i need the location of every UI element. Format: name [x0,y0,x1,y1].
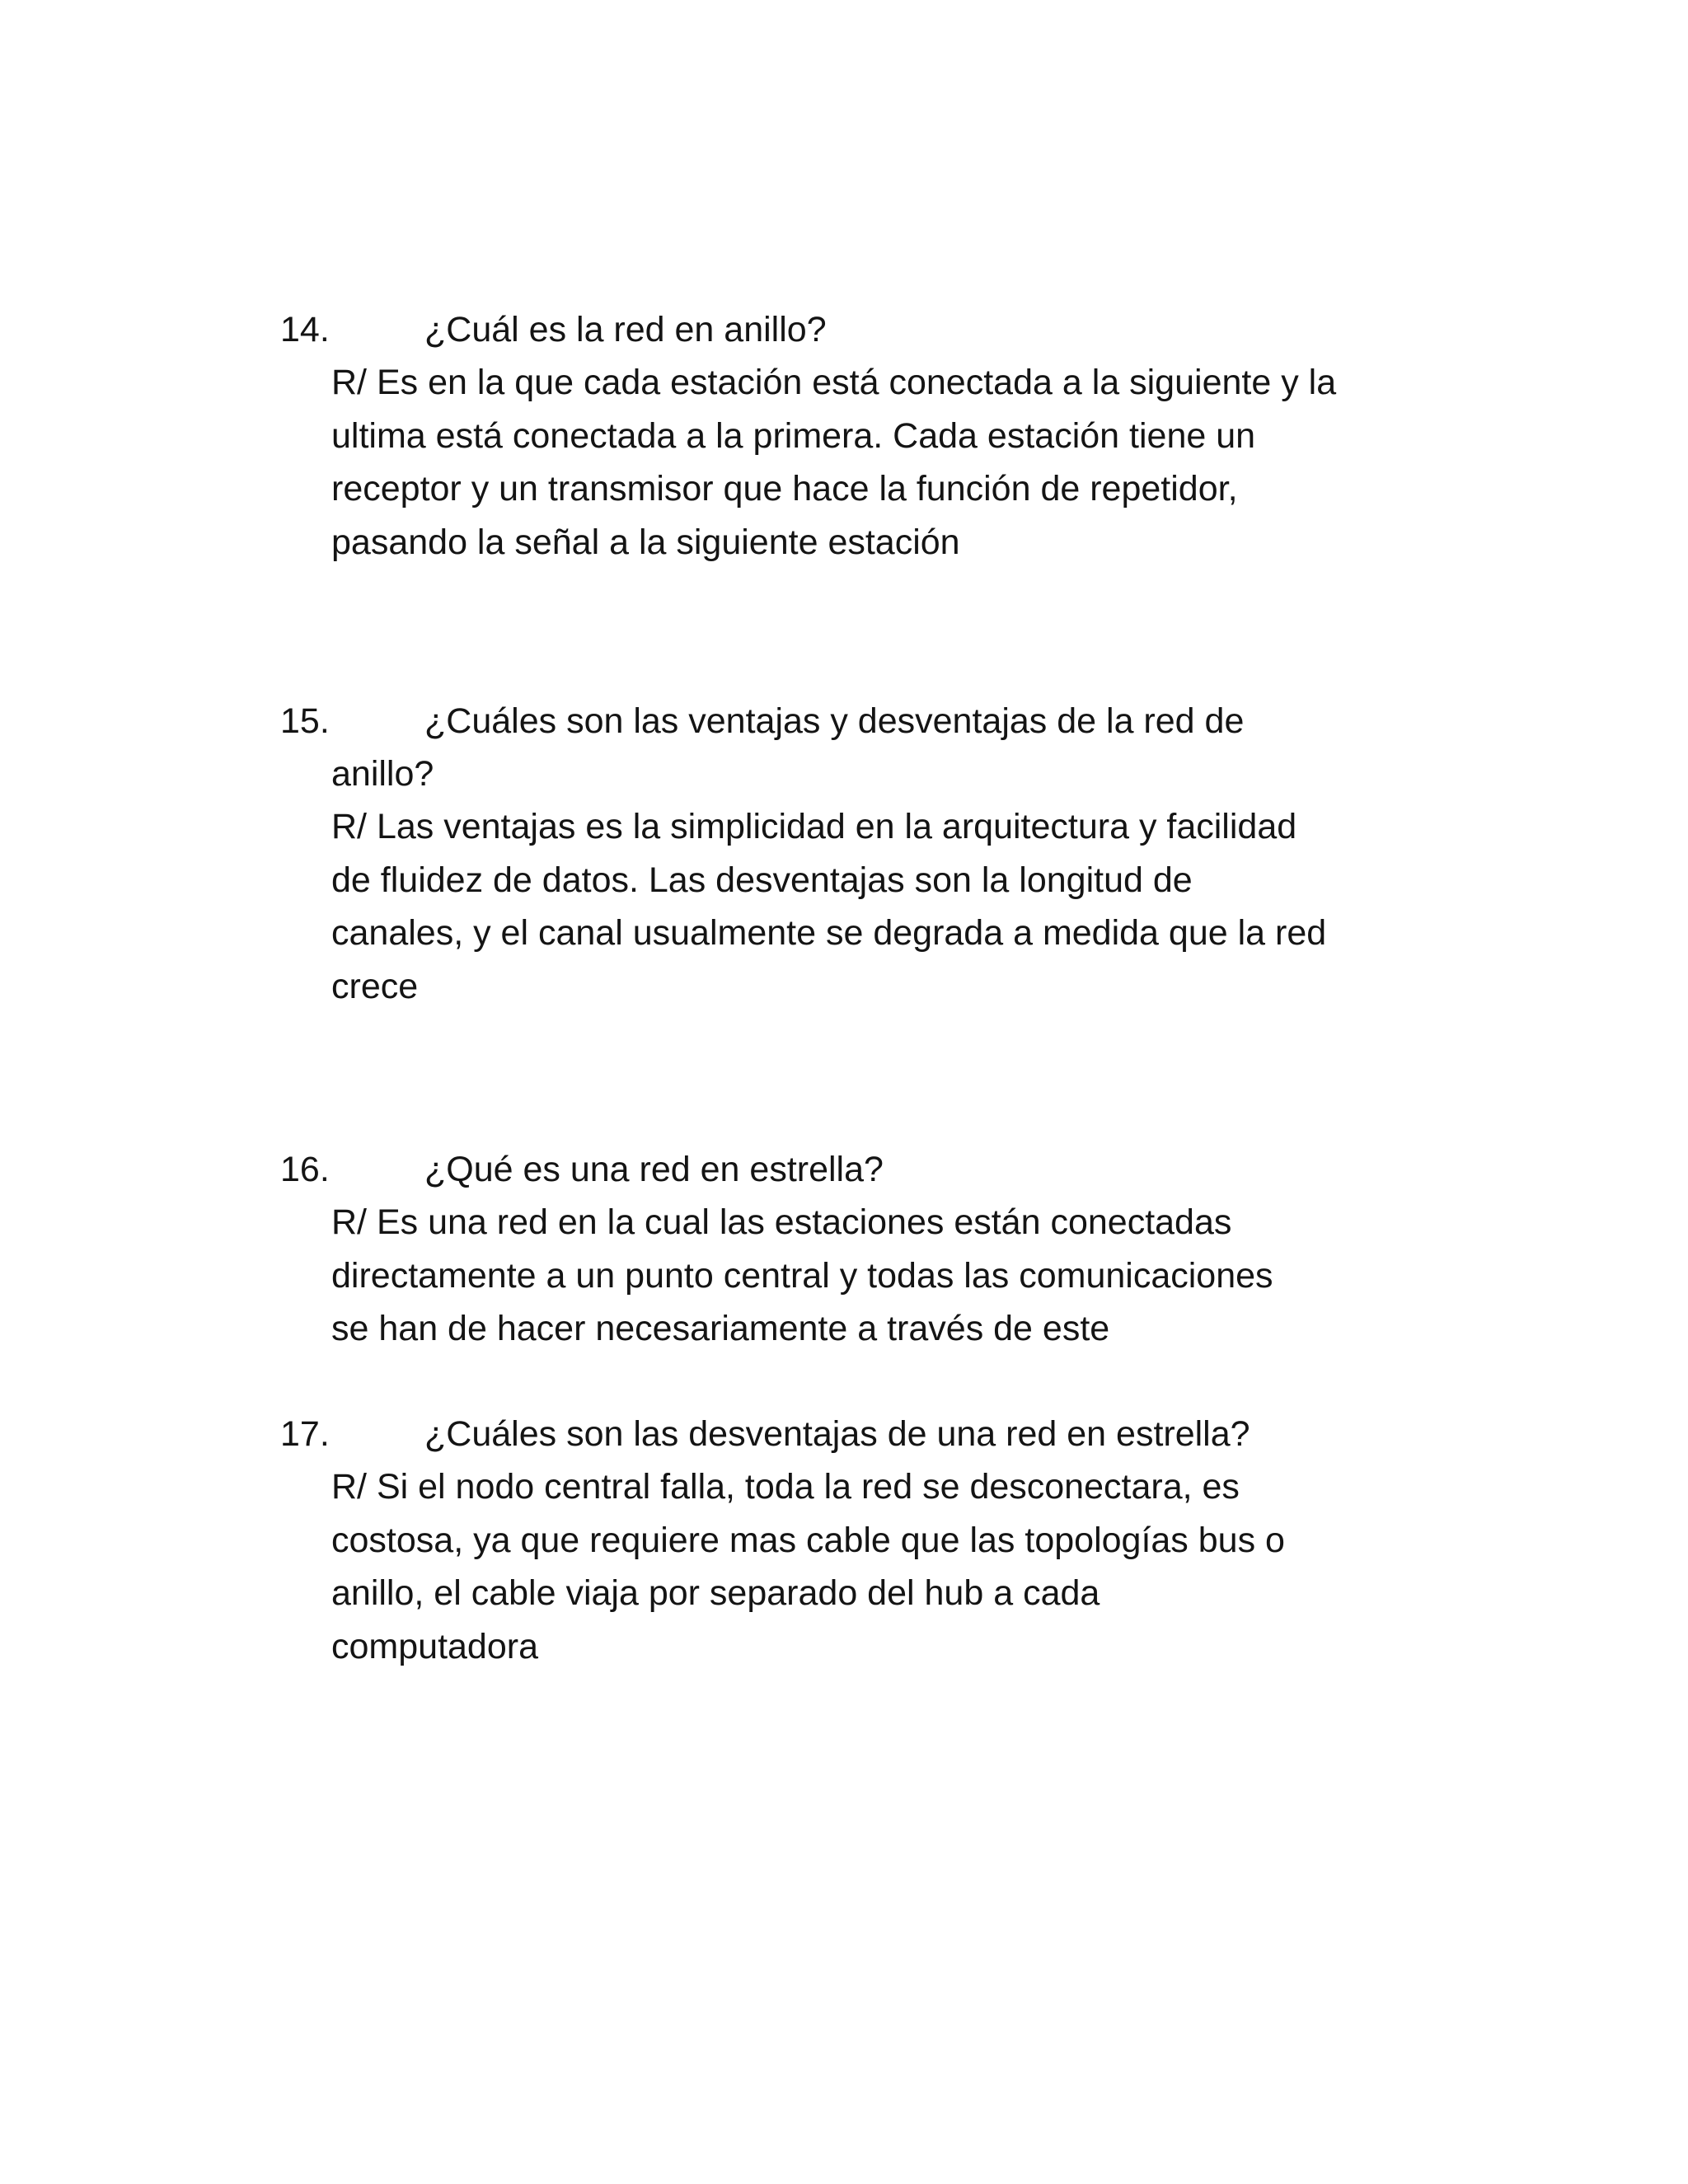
answer-line: ultima está conectada a la primera. Cada estación tiene un [331,415,1256,456]
qa-item-15 [280,695,1451,1013]
answer-line: crece [331,966,419,1006]
question-14 [280,303,1451,356]
question-text: ¿Cuál es la red en anillo? [424,310,827,349]
answer-14 [280,356,1451,569]
answer-line: R/ Es en la que cada estación está conectada a la siguiente y la [331,363,1337,402]
question-continuation: anillo? [331,754,434,794]
answer-line: se han de hacer necesariamente a través de este [331,1309,1110,1348]
answer-line: costosa, ya que requiere mas cable que las topologías bus o [331,1520,1285,1560]
question-number: 17. [280,1414,330,1454]
answer-line: R/ Si el nodo central falla, toda la red se desconectara, es [331,1467,1240,1507]
answer-line: R/ Es una red en la cual las estaciones están conectadas [331,1202,1232,1242]
answer-17 [280,1460,1451,1673]
answer-line: de fluidez de datos. Las desventajas son la longitud de [331,860,1193,900]
answer-line: receptor y un transmisor que hace la función de repetidor, [331,469,1238,509]
question-number: 15. [280,701,330,741]
answer-line: computadora [331,1626,538,1666]
answer-line: directamente a un punto central y todas las comunicaciones [331,1255,1273,1296]
question-17 [280,1408,1451,1460]
answer-line: canales, y el canal usualmente se degrada a medida que la red [331,913,1327,953]
question-16 [280,1143,1451,1196]
answer-line: anillo, el cable viaja por separado del hub a cada [331,1573,1100,1613]
qa-item-16 [280,1143,1451,1356]
question-text: ¿Cuáles son las ventajas y desventajas de la red de [424,701,1245,741]
qa-item-17 [280,1408,1451,1673]
answer-line: R/ Las ventajas es la simplicidad en la arquitectura y facilidad [331,807,1297,846]
answer-16 [280,1196,1451,1356]
question-text: ¿Qué es una red en estrella? [424,1150,884,1189]
question-number: 16. [280,1150,330,1189]
question-15 [280,695,1451,748]
answer-15 [280,800,1451,1013]
answer-line: pasando la señal a la siguiente estación [331,522,960,562]
qa-item-14 [280,303,1451,569]
question-number: 14. [280,310,330,349]
question-text: ¿Cuáles son las desventajas de una red en estrella? [424,1414,1250,1454]
